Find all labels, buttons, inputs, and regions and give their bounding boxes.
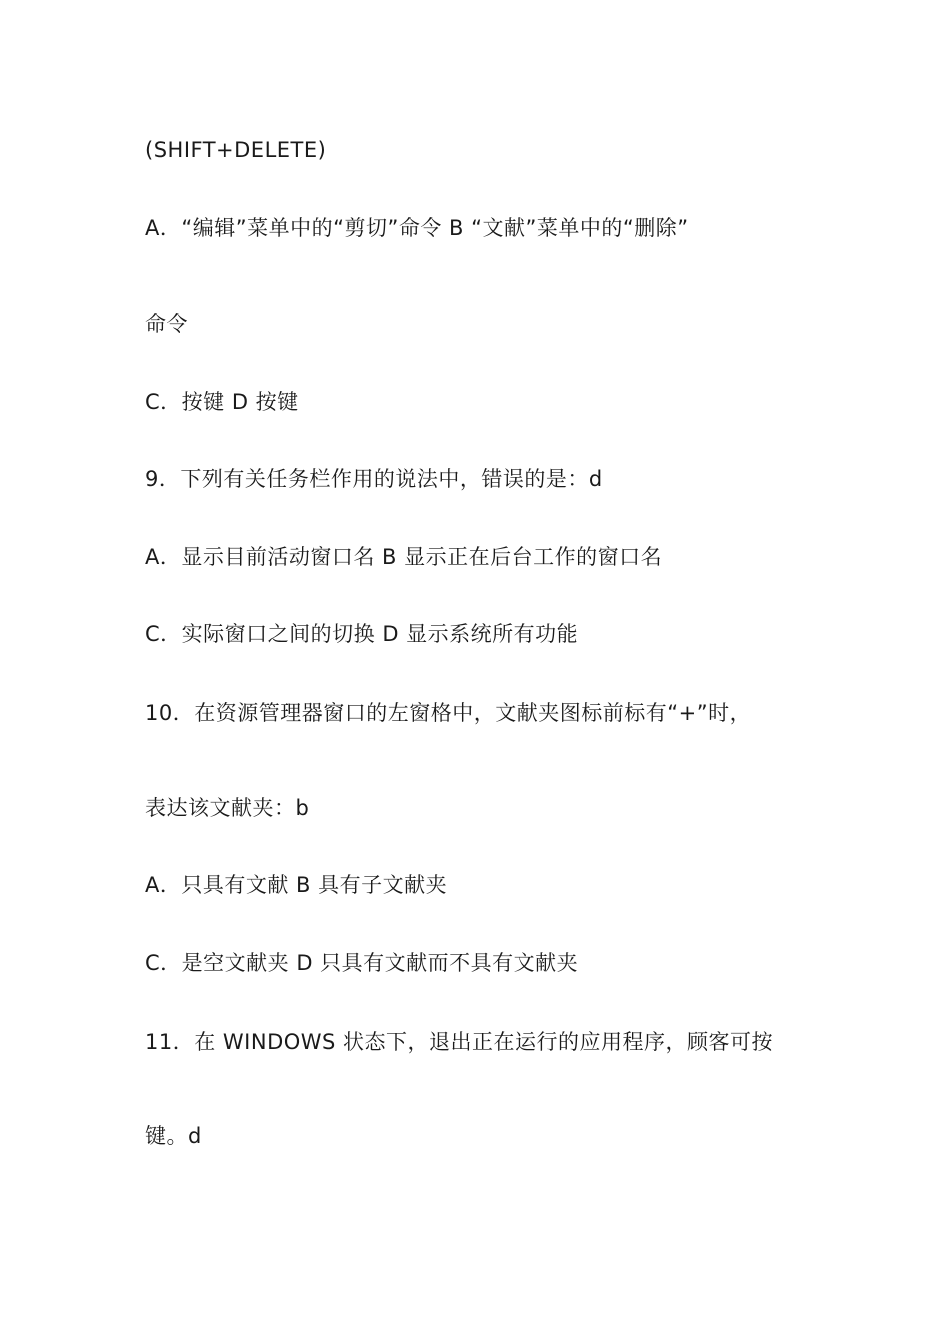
question-10: 10．在资源管理器窗口的左窗格中，文献夹图标前标有“+”时， [145,701,752,725]
text-line-shift-delete: (SHIFT+DELETE) [145,138,327,162]
question-9: 9．下列有关任务栏作用的说法中，错误的是：d [145,467,603,491]
text-line-option-c-d: C．按键 D 按键 [145,390,299,414]
question-11: 11．在 WINDOWS 状态下，退出正在运行的应用程序，顾客可按 [145,1030,774,1054]
question-10-options-c-d: C．是空文献夹 D 只具有文献而不具有文献夹 [145,951,579,975]
question-10-options-a-b: A．只具有文献 B 具有子文献夹 [145,873,448,897]
question-11-continued: 键。d [145,1124,202,1148]
question-10-continued: 表达该文献夹：b [145,796,310,820]
question-9-options-c-d: C．实际窗口之间的切换 D 显示系统所有功能 [145,622,579,646]
text-line-command: 命令 [145,312,188,336]
text-line-option-a-b: A．“编辑”菜单中的“剪切”命令 B “文献”菜单中的“删除” [145,216,689,240]
question-9-options-a-b: A．显示目前活动窗口名 B 显示正在后台工作的窗口名 [145,545,663,569]
